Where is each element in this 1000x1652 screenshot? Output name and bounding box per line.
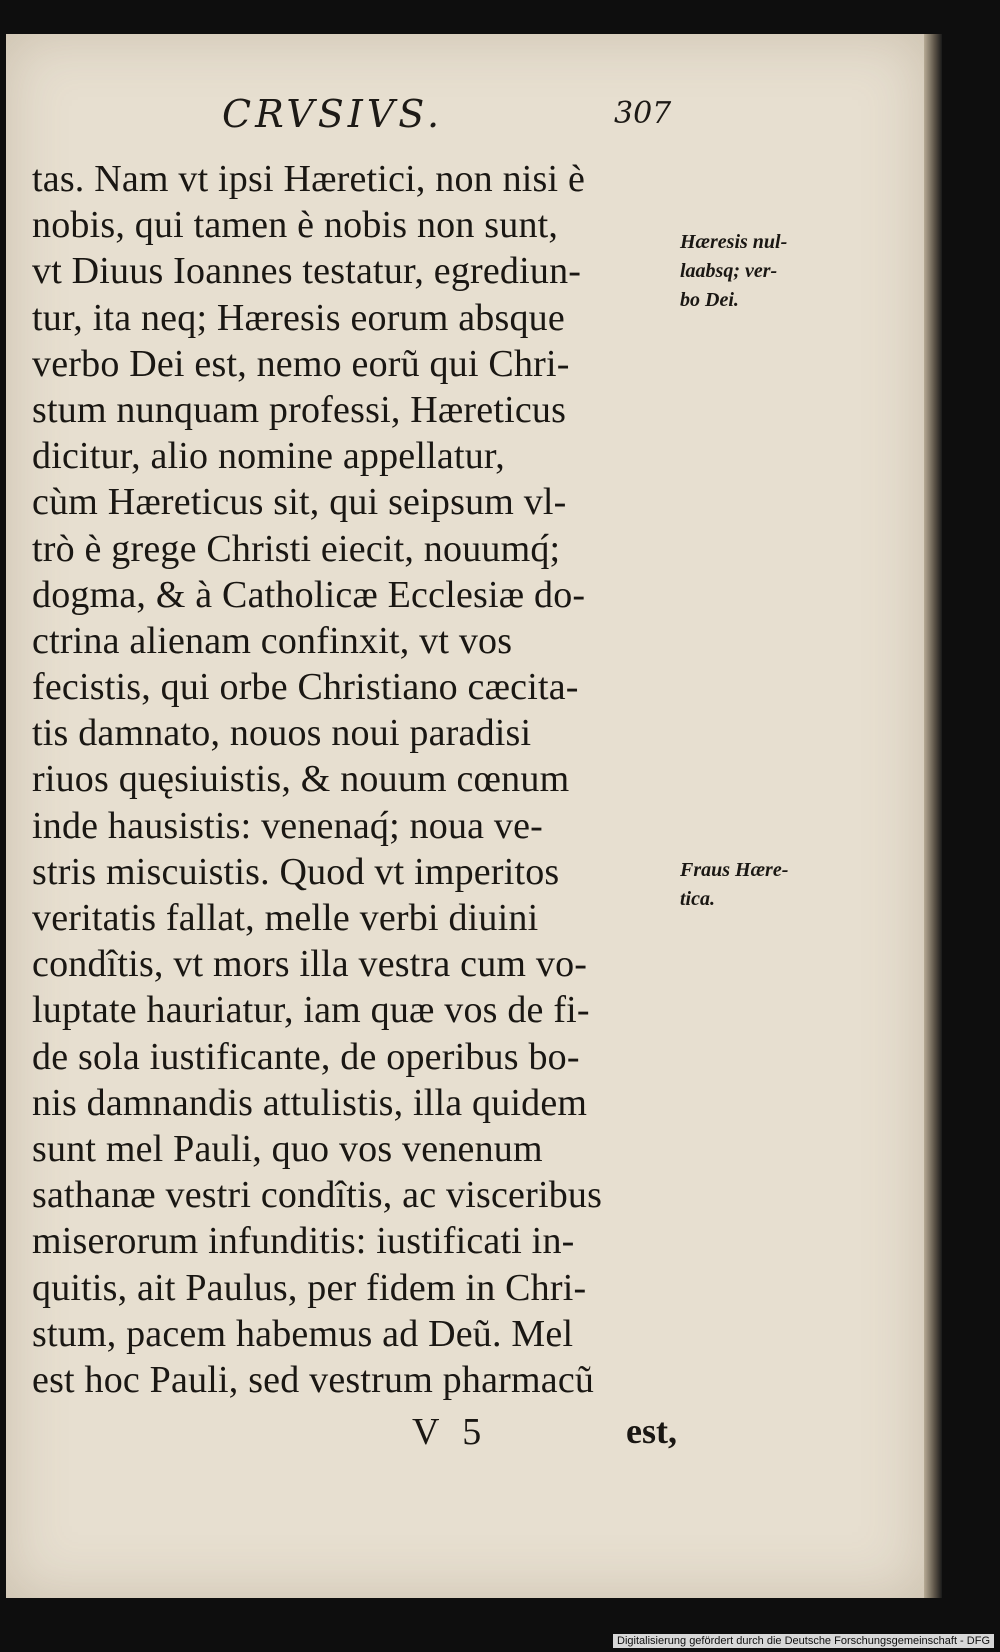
margin-note-line: laabsq; ver- (680, 260, 778, 282)
signature-mark: V 5 (412, 1411, 482, 1453)
book-spine-shadow (924, 34, 942, 1598)
text-line: tur, ita neq; Hæresis eorum absque (32, 296, 565, 339)
text-line: miserorum infunditis: iustificati in- (32, 1220, 575, 1263)
margin-note-line: bo Dei. (680, 289, 739, 311)
text-line: luptate hauriatur, iam quæ vos de fi- (32, 989, 590, 1032)
margin-note-line: Fraus Hære- (680, 859, 789, 881)
text-line: trò è grege Christi eiecit, nouumq́; (32, 527, 561, 570)
text-line: nis damnandis attulistis, illa quidem (32, 1081, 588, 1124)
text-line: condîtis, vt mors illa vestra cum vo- (32, 943, 588, 986)
margin-note-fraud (680, 856, 788, 914)
running-head-title: CRVSIVS. (222, 92, 444, 136)
text-line: de sola iustificante, de operibus bo- (32, 1035, 580, 1078)
catchword: est, (626, 1411, 677, 1451)
text-line: dogma, & à Catholicæ Ecclesiæ do- (32, 573, 586, 616)
margin-note-line: tica. (680, 888, 715, 910)
text-line: est hoc Pauli, sed vestrum pharmacũ (32, 1358, 595, 1401)
margin-note-line: Hæresis nul- (680, 231, 788, 253)
digitization-credit: Digitalisierung gefördert durch die Deutsche Forschungsgemeinschaft - DFG (613, 1634, 994, 1648)
margin-note-heresy (680, 228, 787, 315)
text-line: sunt mel Pauli, quo vos venenum (32, 1127, 543, 1170)
text-line: veritatis fallat, melle verbi diuini (32, 897, 539, 939)
text-line: stum nunquam professi, Hæreticus (32, 388, 567, 431)
page-number: 307 (614, 96, 672, 131)
text-line: cùm Hæreticus sit, qui seipsum vl- (32, 481, 567, 524)
text-line: riuos quęsiuistis, & nouum cœnum (32, 758, 570, 801)
text-line: nobis, qui tamen è nobis non sunt, (32, 204, 559, 247)
text-line: verbo Dei est, nemo eorũ qui Chri- (32, 342, 570, 385)
text-line: ctrina alienam confinxit, vt vos (32, 619, 513, 662)
text-line: quitis, ait Paulus, per fidem in Chri- (32, 1266, 587, 1309)
text-line: sathanæ vestri condîtis, ac visceribus (32, 1174, 603, 1217)
text-line: tis damnato, nouos noui paradisi (32, 712, 532, 755)
text-line: vt Diuus Ioannes testatur, egrediun- (32, 250, 582, 293)
text-line: tas. Nam vt ipsi Hæretici, non nisi è (32, 158, 586, 200)
text-line: dicitur, alio nomine appellatur, (32, 435, 505, 478)
text-line: inde hausistis: venenaq́; noua ve- (32, 804, 544, 847)
text-line: fecistis, qui orbe Christiano cæcita- (32, 666, 579, 709)
text-line: stris miscuistis. Quod vt imperitos (32, 850, 560, 893)
text-line: stum, pacem habemus ad Deũ. Mel (32, 1312, 574, 1355)
body-text (32, 156, 692, 1403)
